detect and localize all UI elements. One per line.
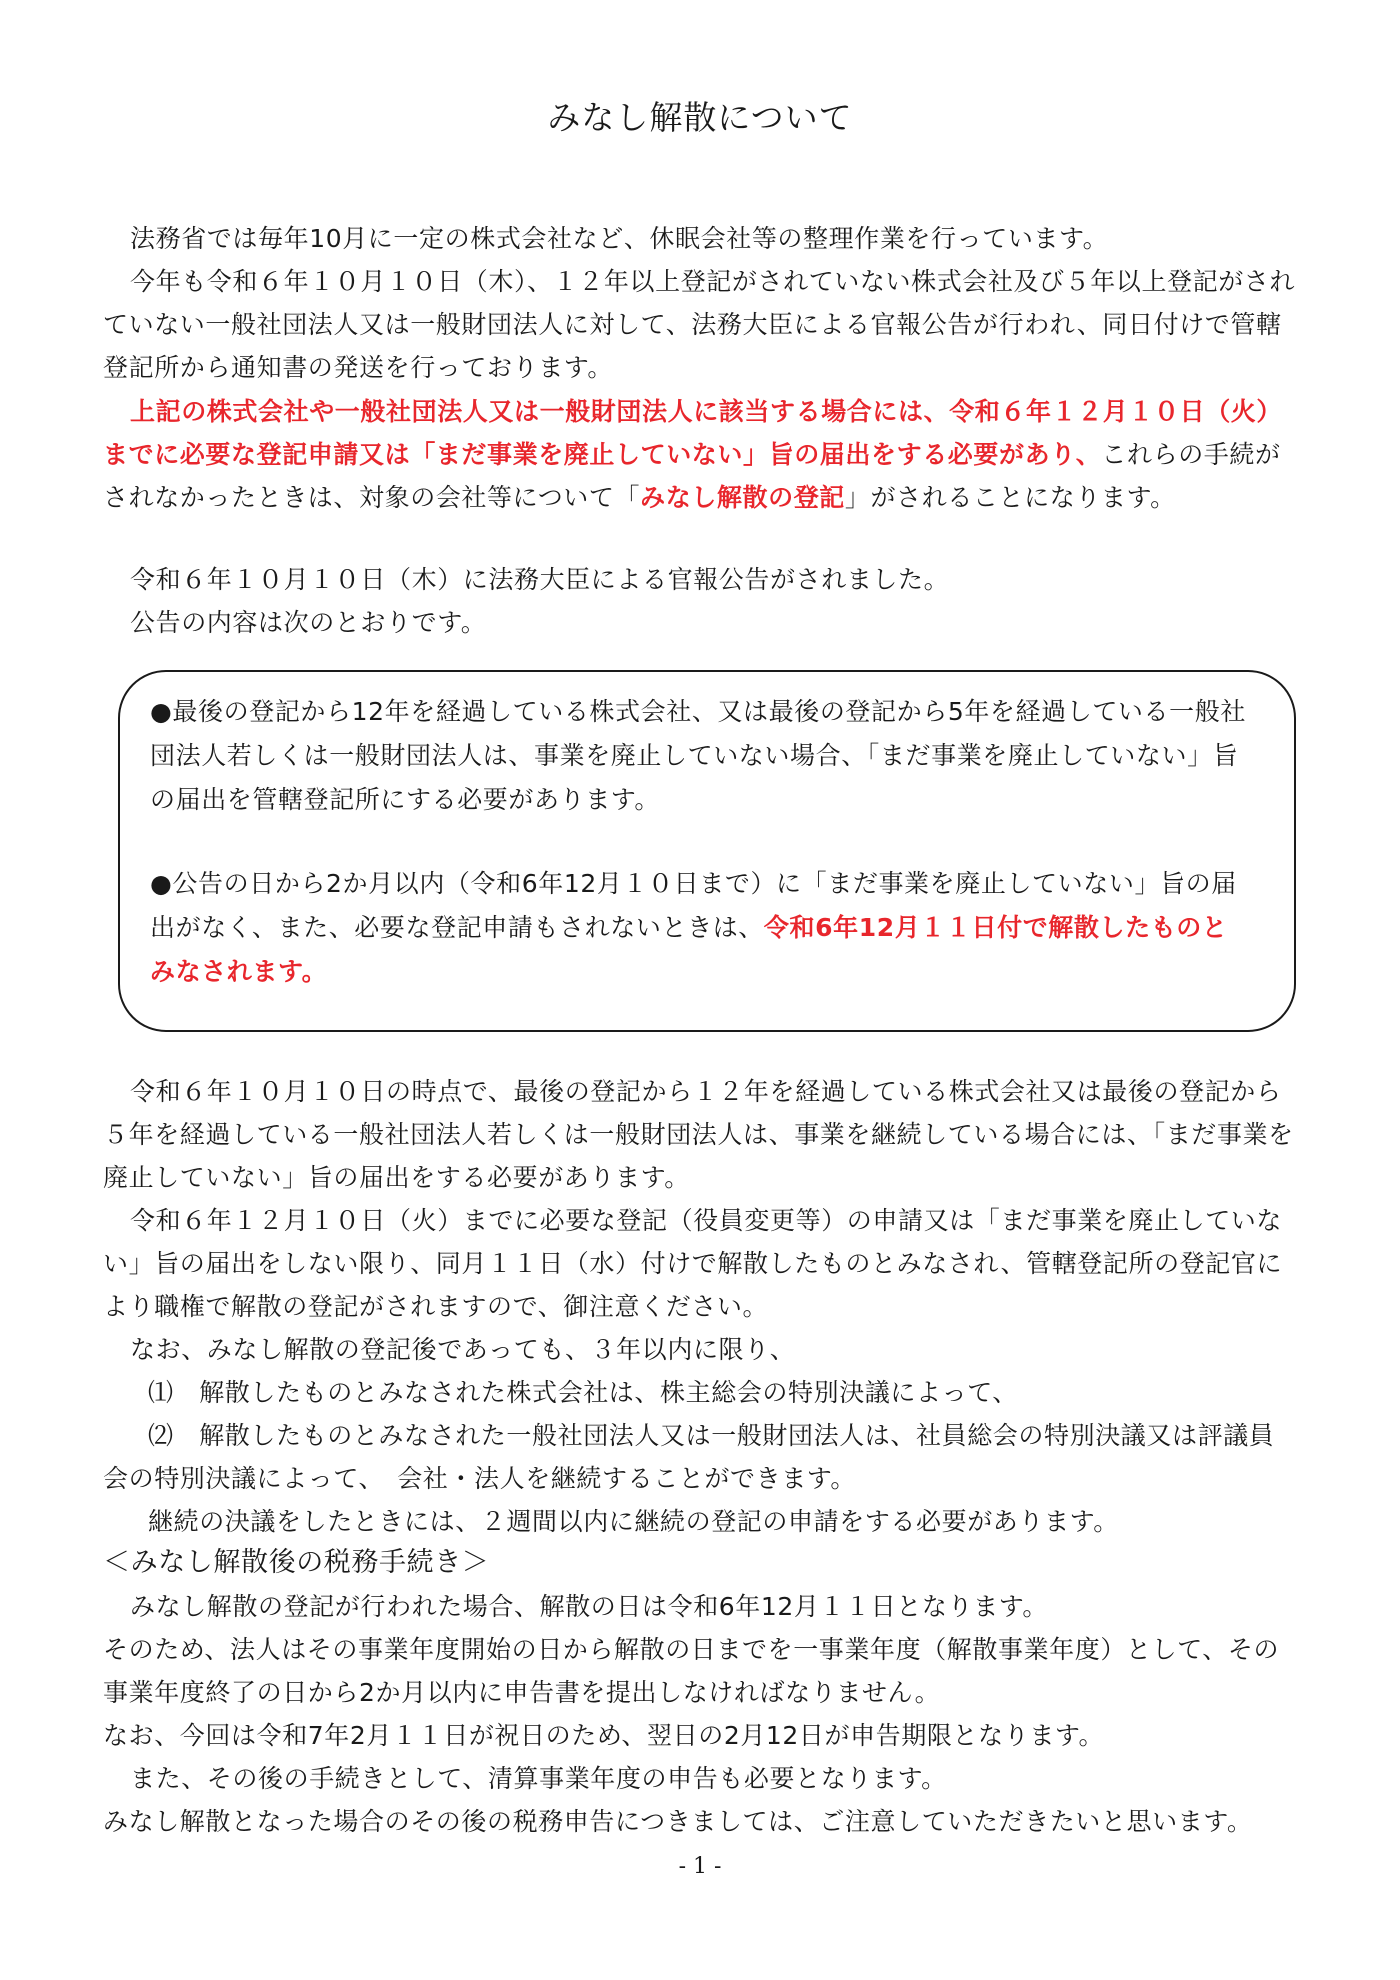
- warning-continuation: これらの手続が: [1101, 440, 1281, 469]
- dissolution-date-highlight: 令和6年12月１１日付で解散したものと: [763, 913, 1228, 942]
- warning-highlight: までに必要な登記申請又は「まだ事業を廃止していない」旨の届出をする必要があり、: [103, 440, 1102, 469]
- intro-warning-line-1: 上記の株式会社や一般社団法人又は一般財団法人に該当する場合には、令和６年１２月１０日（火）: [130, 397, 1283, 426]
- tax-section-heading: ＜みなし解散後の税務手続き＞: [103, 1547, 490, 1578]
- intro-warning-line-3: [103, 481, 1318, 515]
- announcement-line-1: 令和６年１０月１０日（木）に法務大臣による官報公告がされました。: [130, 565, 950, 594]
- warning-text-a: されなかったときは、対象の会社等について「: [103, 483, 641, 512]
- notice-bullet-1-line-1: ●最後の登記から12年を経過している株式会社、又は最後の登記から5年を経過している一般社: [150, 697, 1246, 726]
- page-title: みなし解散について: [547, 98, 853, 137]
- notice-text: 出がなく、また、必要な登記申請もされないときは、: [150, 913, 764, 942]
- announcement-line-2: 公告の内容は次のとおりです。: [130, 608, 487, 637]
- notice-bullet-2-line-3: みなされます。: [150, 957, 328, 986]
- body-paragraph-2-line-2: い」旨の届出をしない限り、同月１１日（水）付けで解散したものとみなされ、管轄登記所の登記官に: [103, 1249, 1283, 1278]
- body-paragraph-1-line-1: 令和６年１０月１０日の時点で、最後の登記から１２年を経過している株式会社又は最後の登記から: [130, 1077, 1282, 1106]
- tax-line-3: 事業年度終了の日から2か月以内に申告書を提出しなければなりません。: [103, 1678, 941, 1707]
- notice-bullet-2-line-2: [150, 911, 1270, 945]
- body-paragraph-1-line-2: ５年を経過している一般社団法人若しくは一般財団法人は、事業を継続している場合には、「まだ事業を: [103, 1120, 1294, 1149]
- tax-line-4: なお、今回は令和7年2月１１日が祝日のため、翌日の2月12日が申告期限となります。: [103, 1721, 1105, 1750]
- tax-line-5: また、その後の手続きとして、清算事業年度の申告も必要となります。: [130, 1764, 947, 1793]
- notice-bullet-2-line-1: ●公告の日から2か月以内（令和6年12月１０日まで）に「まだ事業を廃止していない」旨の届: [150, 869, 1237, 898]
- tax-line-1: みなし解散の登記が行われた場合、解散の日は令和6年12月１１日となります。: [130, 1592, 1048, 1621]
- intro-paragraph-2-line-3: 登記所から通知書の発送を行っております。: [103, 353, 614, 382]
- page-number: - 1 -: [678, 1854, 722, 1879]
- notice-bullet-1-line-3: の届出を管轄登記所にする必要があります。: [150, 785, 661, 814]
- continuation-item-2-line-2: 会の特別決議によって、 会社・法人を継続することができます。: [103, 1464, 857, 1493]
- continuation-item-1: ⑴ 解散したものとみなされた株式会社は、株主総会の特別決議によって、: [148, 1378, 1018, 1407]
- intro-warning-line-2: [103, 438, 1318, 472]
- tax-line-2: そのため、法人はその事業年度開始の日から解散の日までを一事業年度（解散事業年度）として、その: [103, 1635, 1280, 1664]
- intro-paragraph-2-line-1: 今年も令和６年１０月１０日（木）、１２年以上登記がされていない株式会社及び５年以上登記がされ: [130, 267, 1296, 296]
- notice-bullet-1-line-2: 団法人若しくは一般財団法人は、事業を廃止していない場合、「まだ事業を廃止していない」旨: [150, 741, 1239, 770]
- warning-text-b: 」がされることになります。: [844, 483, 1176, 512]
- intro-paragraph-1: 法務省では毎年10月に一定の株式会社など、休眠会社等の整理作業を行っています。: [130, 224, 1109, 253]
- body-paragraph-1-line-3: 廃止していない」旨の届出をする必要があります。: [103, 1163, 690, 1192]
- body-paragraph-3: なお、みなし解散の登記後であっても、３年以内に限り、: [130, 1335, 796, 1364]
- body-paragraph-2-line-3: より職権で解散の登記がされますので、御注意ください。: [103, 1292, 769, 1321]
- tax-line-6: みなし解散となった場合のその後の税務申告につきましては、ご注意していただきたいと思います。: [103, 1807, 1253, 1836]
- body-paragraph-2-line-1: 令和６年１２月１０日（火）までに必要な登記（役員変更等）の申請又は「まだ事業を廃止していな: [130, 1206, 1283, 1235]
- continuation-item-2-line-1: ⑵ 解散したものとみなされた一般社団法人又は一般財団法人は、社員総会の特別決議又は評議員: [148, 1421, 1275, 1450]
- body-paragraph-4: 継続の決議をしたときには、２週間以内に継続の登記の申請をする必要があります。: [148, 1507, 1119, 1536]
- deemed-dissolution-highlight: みなし解散の登記: [640, 483, 845, 512]
- intro-paragraph-2-line-2: ていない一般社団法人又は一般財団法人に対して、法務大臣による官報公告が行われ、同日付けで管轄: [103, 310, 1282, 339]
